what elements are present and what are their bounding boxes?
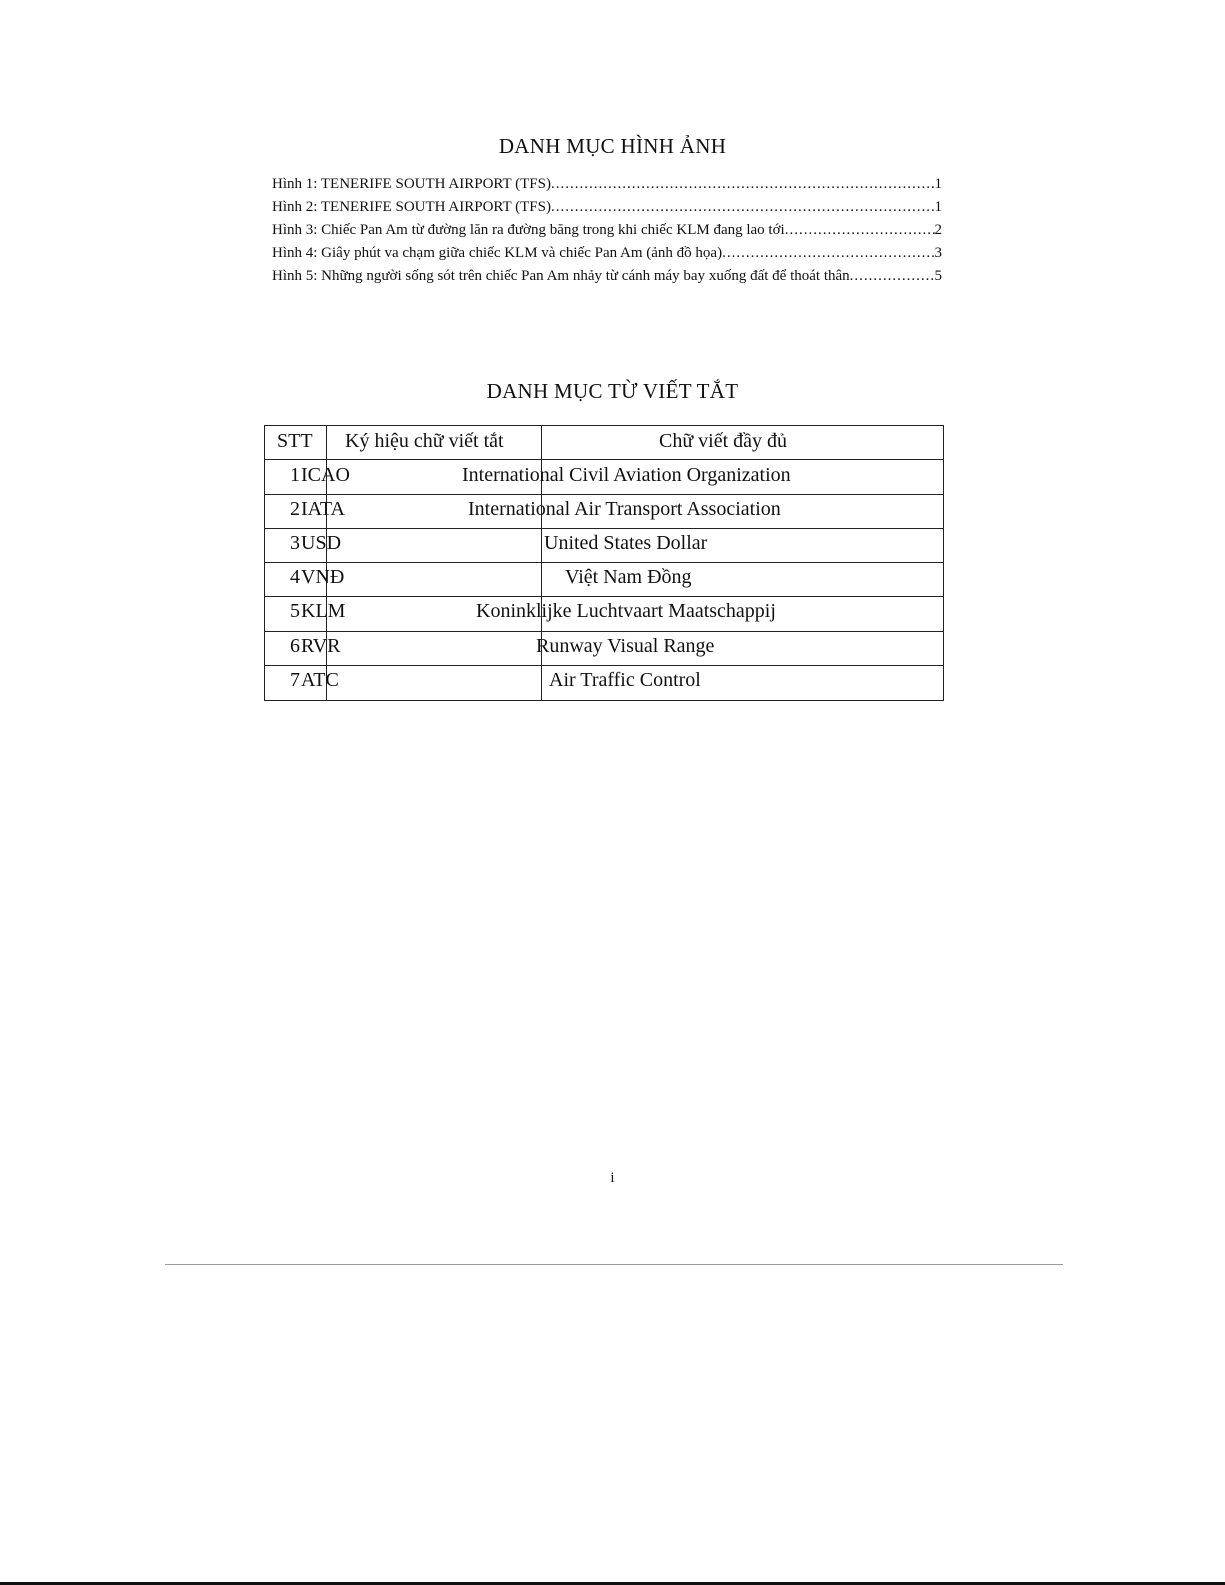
figures-list-title: DANH MỤC HÌNH ẢNH <box>498 134 727 158</box>
row-full-form: International Civil Aviation Organization <box>462 464 791 486</box>
dot-leader <box>850 268 935 285</box>
row-full-form: Việt Nam Đồng <box>565 566 692 588</box>
abbreviations-table <box>264 425 944 701</box>
figure-entry-page: 1 <box>934 199 942 215</box>
table-rule <box>264 494 944 495</box>
row-abbreviation: ATC <box>301 669 339 691</box>
row-abbreviation: KLM <box>301 600 346 622</box>
row-abbreviation: ICAO <box>301 464 350 486</box>
row-full-form: Runway Visual Range <box>536 635 715 657</box>
table-rule <box>264 562 944 563</box>
row-abbreviation: USD <box>301 532 342 554</box>
row-stt: 4 <box>290 566 300 588</box>
figure-entry[interactable] <box>272 222 942 245</box>
row-full-form: International Air Transport Association <box>468 498 781 520</box>
figure-entry-page: 2 <box>934 222 942 238</box>
figure-entry-label: Hình 4: Giây phút va chạm giữa chiếc KLM và chiếc Pan Am (ảnh đồ họa) <box>272 245 723 261</box>
header-stt: STT <box>277 430 313 452</box>
table-rule <box>264 631 944 632</box>
dot-leader <box>551 176 935 193</box>
figure-entry-page: 1 <box>934 176 942 192</box>
page-number: i <box>610 1170 615 1186</box>
header-full-form: Chữ viết đầy đủ <box>659 430 788 452</box>
row-full-form: Air Traffic Control <box>549 669 701 691</box>
row-abbreviation: RVR <box>301 635 341 657</box>
figure-entry-label: Hình 5: Những người sống sót trên chiếc Pan Am nhảy từ cánh máy bay xuống đất để thoát thân <box>272 268 850 284</box>
dot-leader <box>785 222 935 239</box>
table-rule <box>264 528 944 529</box>
figure-entry-page: 5 <box>934 268 942 284</box>
table-rule <box>264 665 944 666</box>
figures-list <box>272 176 942 291</box>
row-abbreviation: IATA <box>301 498 345 520</box>
figure-entry-page: 3 <box>934 245 942 261</box>
row-stt: 7 <box>290 669 300 691</box>
page-divider <box>165 1264 1063 1265</box>
abbreviations-title: DANH MỤC TỪ VIẾT TẮT <box>486 379 739 403</box>
dot-leader <box>551 199 935 216</box>
figure-entry[interactable] <box>272 245 942 268</box>
row-stt: 3 <box>290 532 300 554</box>
figure-entry[interactable] <box>272 199 942 222</box>
row-abbreviation: VNĐ <box>301 566 345 588</box>
row-stt: 5 <box>290 600 300 622</box>
dot-leader <box>722 245 934 262</box>
header-abbreviation: Ký hiệu chữ viết tắt <box>345 430 504 452</box>
table-rule <box>264 459 944 460</box>
row-full-form: United States Dollar <box>544 532 708 554</box>
row-full-form: Koninklijke Luchtvaart Maatschappij <box>476 600 776 622</box>
row-stt: 1 <box>290 464 300 486</box>
row-stt: 6 <box>290 635 300 657</box>
figure-entry[interactable] <box>272 268 942 291</box>
row-stt: 2 <box>290 498 300 520</box>
figure-entry-label: Hình 2: TENERIFE SOUTH AIRPORT (TFS) <box>272 199 551 215</box>
figure-entry-label: Hình 3: Chiếc Pan Am từ đường lăn ra đường băng trong khi chiếc KLM đang lao tới <box>272 222 785 238</box>
figure-entry[interactable] <box>272 176 942 199</box>
figure-entry-label: Hình 1: TENERIFE SOUTH AIRPORT (TFS) <box>272 176 551 192</box>
table-rule <box>264 596 944 597</box>
